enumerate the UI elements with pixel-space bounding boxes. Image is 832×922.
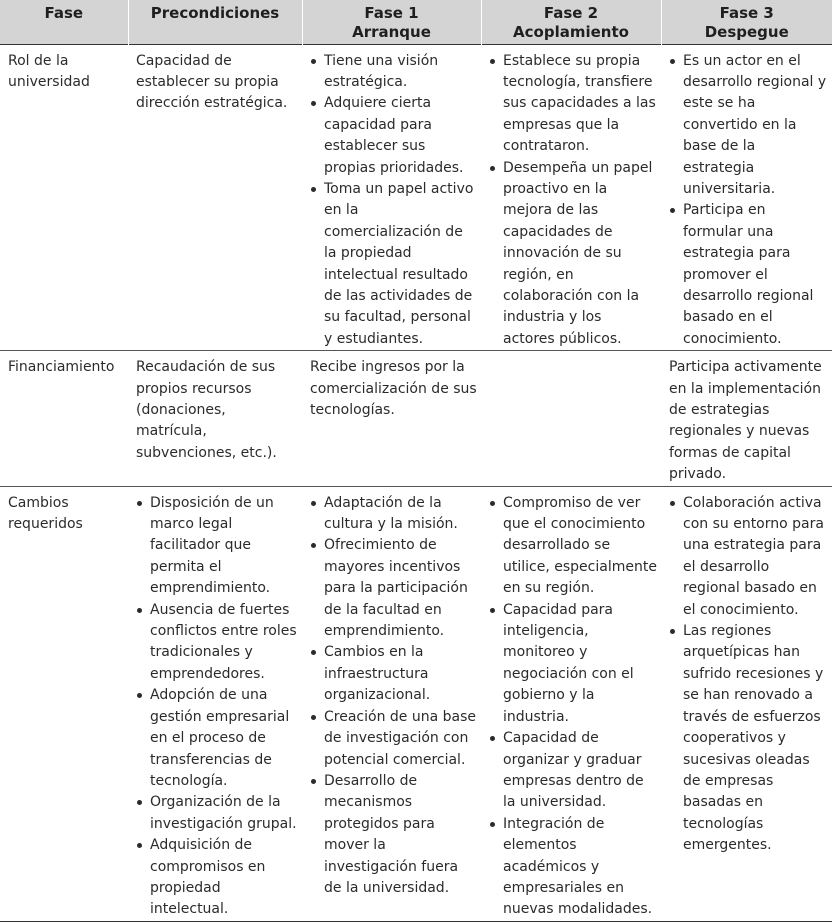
- list-item: Disposición de un marco legal facilitador que permita el emprendimiento.: [136, 493, 298, 600]
- bullet-list: [669, 51, 828, 351]
- cell-fase-2: [481, 44, 661, 351]
- list-item: Organización de la investigación grupal.: [136, 792, 298, 835]
- list-item: Desarrollo de mecanismos protegidos para mover la investigación fuera de la universidad.: [310, 771, 477, 899]
- header-row: [0, 0, 832, 44]
- list-item: Ausencia de fuertes conflictos entre roles tradicionales y emprendedores.: [136, 600, 298, 686]
- list-item: Capacidad de organizar y graduar empresas dentro de la universidad.: [489, 728, 657, 814]
- list-item: Desempeña un papel proactivo en la mejora de las capacidades de innovación de su región, en colaboración con la industria y los actores públicos.: [489, 158, 657, 351]
- list-item: Adquisición de compromisos en propiedad intelectual.: [136, 835, 298, 921]
- list-item: Es un actor en el desarrollo regional y este se ha convertido en la base de la estrategia universitaria.: [669, 51, 828, 201]
- list-item: Cambios en la infraestructura organizacional.: [310, 642, 477, 706]
- bullet-list: [489, 51, 657, 351]
- list-item: Establece su propia tecnología, transfiere sus capacidades a las empresas que la contrataron.: [489, 51, 657, 158]
- list-item: Capacidad para inteligencia, monitoreo y negociación con el gobierno y la industria.: [489, 600, 657, 728]
- header-fase-1: Fase 1 Arranque: [302, 0, 481, 44]
- header-precondiciones: Precondiciones: [128, 0, 302, 44]
- list-item: Integración de elementos académicos y empresariales en nuevas modalidades.: [489, 814, 657, 921]
- cell-fase-1: [302, 486, 481, 921]
- cell-fase-3: [661, 486, 832, 921]
- cell-fase: Cambios requeridos: [0, 486, 128, 921]
- cell-fase-2: [481, 486, 661, 921]
- list-item: Adquiere cierta capacidad para establecer sus propias prioridades.: [310, 93, 477, 179]
- cell-fase-1: [302, 44, 481, 351]
- header-fase: Fase: [44, 4, 84, 22]
- table-row: [0, 44, 832, 351]
- list-item: Participa en formular una estrategia para promover el desarrollo regional basado en el conocimiento.: [669, 200, 828, 350]
- header-fase-2: Fase 2 Acoplamiento: [481, 0, 661, 44]
- cell-fase: Financiamiento: [0, 351, 128, 486]
- bullet-list: [136, 493, 298, 921]
- list-item: Tiene una visión estratégica.: [310, 51, 477, 94]
- list-item: Creación de una base de investigación con potencial comercial.: [310, 707, 477, 771]
- cell-fase-3: Participa activamente en la implementación de estrategias regionales y nuevas formas de capital privado.: [661, 351, 832, 486]
- table-row: [0, 351, 832, 486]
- cell-fase-1: Recibe ingresos por la comercialización de sus tecnologías.: [302, 351, 481, 486]
- list-item: Adaptación de la cultura y la misión.: [310, 493, 477, 536]
- header-fase-3: Fase 3 Despegue: [661, 0, 832, 44]
- table-header: [0, 0, 832, 44]
- bullet-list: [669, 493, 828, 857]
- list-item: Ofrecimiento de mayores incentivos para la participación de la facultad en emprendimiento.: [310, 535, 477, 642]
- list-item: Colaboración activa con su entorno para una estrategia para el desarrollo regional basado en el conocimiento.: [669, 493, 828, 621]
- cell-precondiciones: Recaudación de sus propios recursos (donaciones, matrícula, subvenciones, etc.).: [128, 351, 302, 486]
- table-row: [0, 486, 832, 921]
- cell-fase: Rol de la universidad: [0, 44, 128, 351]
- table-body: [0, 44, 832, 921]
- list-item: Toma un papel activo en la comercialización de la propiedad intelectual resultado de las actividades de su facultad, personal y estudiantes.: [310, 179, 477, 350]
- list-item: Compromiso de ver que el conocimiento desarrollado se utilice, especialmente en su región.: [489, 493, 657, 600]
- bullet-list: [310, 493, 477, 900]
- cell-fase-2: [481, 351, 661, 486]
- cell-precondiciones: [128, 486, 302, 921]
- cell-fase-3: [661, 44, 832, 351]
- bullet-list: [489, 493, 657, 921]
- list-item: Adopción de una gestión empresarial en el proceso de transferencias de tecnología.: [136, 685, 298, 792]
- list-item: Las regiones arquetípicas han sufrido recesiones y se han renovado a través de esfuerzos cooperativos y sucesivas oleadas de empresas basadas en tecnologías emergentes.: [669, 621, 828, 856]
- bullet-list: [310, 51, 477, 351]
- cell-precondiciones: Capacidad de establecer su propia dirección estratégica.: [128, 44, 302, 351]
